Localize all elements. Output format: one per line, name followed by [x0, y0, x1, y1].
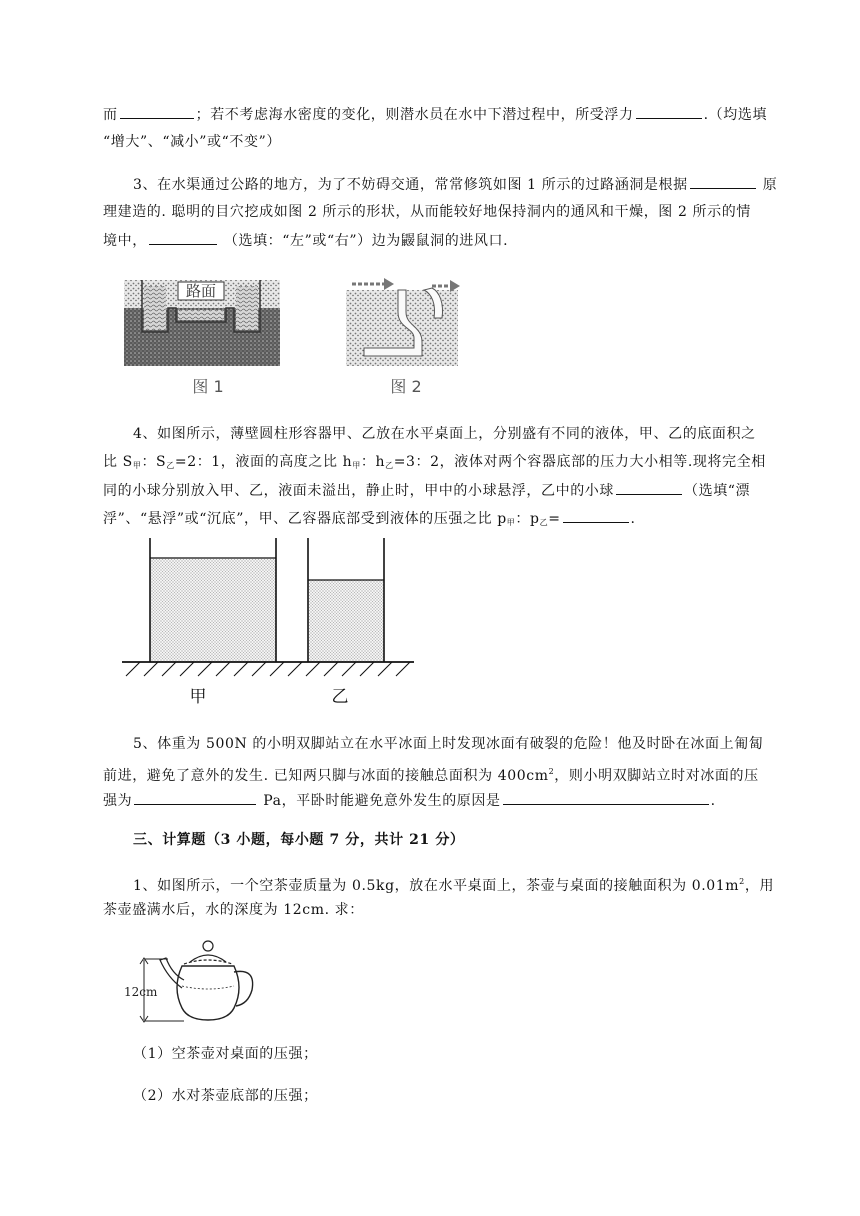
q5-line-1: 5、体重为 500N 的小明双脚站立在水平冰面上时发现冰面有破裂的危险！他及时卧在冰面上匍匐 — [133, 736, 764, 752]
q4-line-1: 4、如图所示，薄壁圆柱形容器甲、乙放在水平桌面上，分别盛有不同的液体，甲、乙的底面积之 — [133, 426, 756, 442]
q5-line-2 — [103, 762, 803, 786]
culvert-figure-1 — [122, 272, 282, 400]
text: ：S — [141, 454, 167, 470]
text: = — [548, 511, 561, 527]
figure-1-caption: 图 1 — [192, 377, 224, 396]
mole-hole-figure-2 — [344, 272, 464, 400]
answer-blank[interactable] — [636, 104, 702, 119]
label-jia: 甲 — [189, 687, 207, 707]
text: .（均选填 — [703, 107, 768, 123]
answer-blank[interactable] — [134, 790, 256, 805]
answer-blank[interactable] — [616, 480, 682, 495]
text: 境中， — [103, 233, 147, 249]
subscript: 乙 — [166, 461, 175, 470]
text: ：p — [515, 511, 540, 527]
q3-line-3 — [103, 230, 803, 251]
text: 原 — [762, 177, 778, 193]
container-jia-liquid — [150, 558, 276, 662]
container-yi-liquid — [308, 580, 384, 662]
calc1-line-2: 茶壶盛满水后，水的深度为 12cm. 求： — [103, 902, 364, 918]
text: ；若不考虑海水密度的变化，则潜水员在水中下潜过程中，所受浮力 — [195, 107, 634, 123]
text: 强为 — [103, 793, 133, 809]
answer-blank[interactable] — [503, 790, 709, 805]
q3-line-1 — [133, 174, 833, 195]
q5-line-3 — [103, 790, 803, 811]
subscript: 甲 — [132, 461, 142, 470]
text: （选填：“左”或“右”）边为鼹鼠洞的进风口. — [223, 233, 509, 249]
answer-blank[interactable] — [563, 508, 629, 523]
text: 3、在水渠通过公路的地方，为了不妨碍交通，常常修筑如图 1 所示的过路涵洞是根据 — [133, 177, 688, 193]
text: =3：2，液体对两个容器底部的压力大小相等.现将完全相 — [393, 454, 766, 470]
figure-2-caption: 图 2 — [390, 377, 422, 396]
text: 前进，避免了意外的发生. 已知两只脚与冰面的接触总面积为 400cm — [103, 768, 549, 784]
label-yi: 乙 — [331, 687, 349, 707]
text: . — [630, 511, 636, 527]
text: ，则小明双脚站立时对冰面的压 — [554, 768, 759, 784]
answer-blank[interactable] — [690, 174, 756, 189]
calc1-sub-2: （2）水对茶壶底部的压强； — [133, 1088, 318, 1104]
section-3-title: 三、计算题（3 小题，每小题 7 分，共计 21 分） — [133, 832, 465, 848]
calc1-line-1 — [133, 872, 833, 896]
subscript: 甲 — [352, 461, 361, 470]
q3-line-2: 理建造的. 聪明的目穴挖成如图 2 所示的形状，从而能较好地保持洞内的通风和干燥，图 2 所示的情 — [103, 204, 751, 220]
q4-line-2 — [103, 452, 803, 476]
superscript: 2 — [548, 767, 555, 776]
text: 浮”、“悬浮”或“沉底”，甲、乙容器底部受到液体的压强之比 p — [103, 511, 507, 527]
superscript: 2 — [739, 877, 745, 886]
subscript: 甲 — [506, 518, 516, 527]
calc1-sub-1: （1）空茶壶对桌面的压强； — [133, 1046, 318, 1062]
road-label: 路面 — [185, 282, 217, 300]
text: ，用 — [744, 878, 775, 894]
q2-line-2: “增大”、“减小”或“不变”） — [103, 134, 281, 150]
text: 同的小球分别放入甲、乙，液面未溢出，静止时，甲中的小球悬浮，乙中的小球 — [103, 483, 614, 499]
subscript: 乙 — [539, 518, 549, 527]
subscript: 乙 — [385, 461, 394, 470]
q4-line-4 — [103, 508, 803, 533]
text: 而 — [103, 107, 118, 123]
text: 1、如图所示，一个空茶壶质量为 0.5kg，放在水平桌面上，茶壶与桌面的接触面积为 0.01m — [133, 878, 740, 894]
answer-blank[interactable] — [120, 104, 194, 119]
answer-blank[interactable] — [149, 230, 217, 245]
text: ：h — [360, 454, 386, 470]
teapot-body — [177, 966, 239, 1020]
containers-figure — [118, 536, 418, 712]
q4-line-3 — [103, 480, 803, 501]
text: . — [710, 793, 716, 809]
teapot-lid-knob — [203, 941, 213, 951]
text: Pa，平卧时能避免意外发生的原因是 — [263, 793, 501, 809]
q2-line-1 — [103, 104, 803, 125]
text: （选填“漂 — [684, 483, 751, 499]
depth-label: 12cm — [124, 985, 158, 999]
text: =2：1，液面的高度之比 h — [174, 454, 353, 470]
teapot-figure — [120, 938, 260, 1024]
text: 比 S — [103, 454, 133, 470]
